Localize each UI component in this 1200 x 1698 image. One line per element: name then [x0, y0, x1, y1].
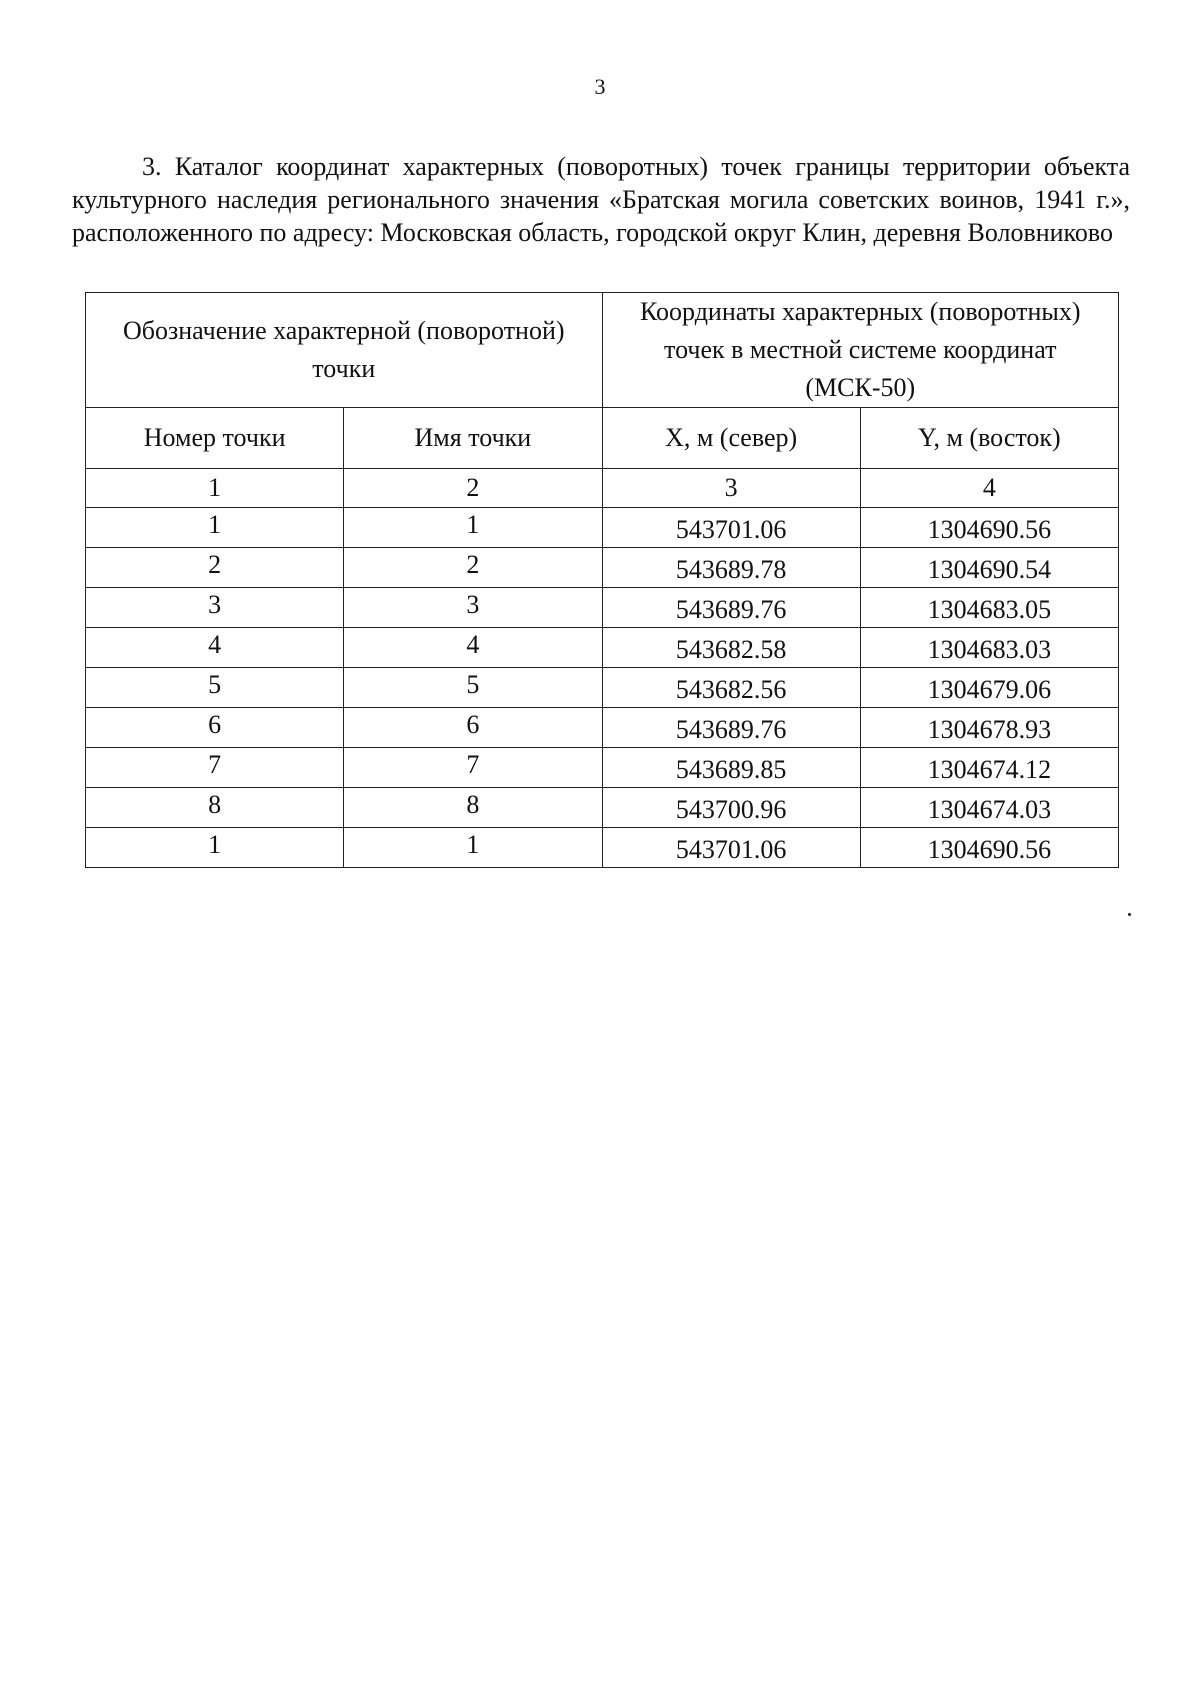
- cell-y: 1304683.03: [860, 628, 1118, 668]
- column-header-point-number: Номер точки: [86, 408, 344, 469]
- column-header-point-name: Имя точки: [344, 408, 602, 469]
- cell-x: 543689.85: [602, 748, 860, 788]
- cell-point-name: 6: [344, 708, 602, 748]
- table-row: [86, 828, 1119, 868]
- table-row: [86, 708, 1119, 748]
- table-row: [86, 668, 1119, 708]
- cell-y: 1304683.05: [860, 588, 1118, 628]
- cell-y: 1304674.03: [860, 788, 1118, 828]
- column-index: 2: [344, 469, 602, 508]
- column-header-x: X, м (север): [602, 408, 860, 469]
- cell-x: 543689.76: [602, 588, 860, 628]
- table-row: [86, 788, 1119, 828]
- cell-x: 543682.56: [602, 668, 860, 708]
- cell-x: 543700.96: [602, 788, 860, 828]
- table-row: [86, 548, 1119, 588]
- cell-point-name: 8: [344, 788, 602, 828]
- catalog-heading: 3. Каталог координат характерных (поворотных) точек границы территории объекта культурного наследия регионального значения «Братская могила советских воинов, 1941 г.», расположенного по адресу: Московская область, городской округ Клин, деревня Воловниково: [72, 152, 1130, 247]
- table-group-header-row: [86, 293, 1119, 408]
- cell-y: 1304678.93: [860, 708, 1118, 748]
- cell-point-name: 4: [344, 628, 602, 668]
- cell-point-name: 1: [344, 828, 602, 868]
- cell-point-name: 2: [344, 548, 602, 588]
- cell-point-name: 1: [344, 508, 602, 548]
- cell-x: 543689.76: [602, 708, 860, 748]
- cell-point-number: 4: [86, 628, 344, 668]
- cell-point-number: 2: [86, 548, 344, 588]
- cell-point-name: 3: [344, 588, 602, 628]
- column-header-y: Y, м (восток): [860, 408, 1118, 469]
- coordinates-group-header: Координаты характерных (поворотных) точек в местной системе координат (МСК-50): [602, 293, 1119, 408]
- cell-point-number: 7: [86, 748, 344, 788]
- cell-point-number: 1: [86, 508, 344, 548]
- cell-point-number: 1: [86, 828, 344, 868]
- page-number: 3: [594, 74, 606, 99]
- cell-point-number: 3: [86, 588, 344, 628]
- cell-x: 543689.78: [602, 548, 860, 588]
- cell-point-number: 8: [86, 788, 344, 828]
- cell-point-name: 5: [344, 668, 602, 708]
- cell-y: 1304674.12: [860, 748, 1118, 788]
- cell-x: 543682.58: [602, 628, 860, 668]
- cell-y: 1304690.54: [860, 548, 1118, 588]
- table-row: [86, 748, 1119, 788]
- cell-point-name: 7: [344, 748, 602, 788]
- table-column-index-row: [86, 469, 1119, 508]
- stray-dot-mark: [1128, 913, 1131, 916]
- column-index: 4: [860, 469, 1118, 508]
- cell-point-number: 6: [86, 708, 344, 748]
- cell-x: 543701.06: [602, 828, 860, 868]
- table-row: [86, 628, 1119, 668]
- column-index: 1: [86, 469, 344, 508]
- column-index: 3: [602, 469, 860, 508]
- cell-y: 1304690.56: [860, 508, 1118, 548]
- table-column-header-row: [86, 408, 1119, 469]
- cell-point-number: 5: [86, 668, 344, 708]
- cell-y: 1304690.56: [860, 828, 1118, 868]
- cell-y: 1304679.06: [860, 668, 1118, 708]
- table-row: [86, 508, 1119, 548]
- coordinates-table: [85, 292, 1119, 868]
- table-row: [86, 588, 1119, 628]
- cell-x: 543701.06: [602, 508, 860, 548]
- designation-group-header: Обозначение характерной (поворотной) точки: [86, 293, 603, 408]
